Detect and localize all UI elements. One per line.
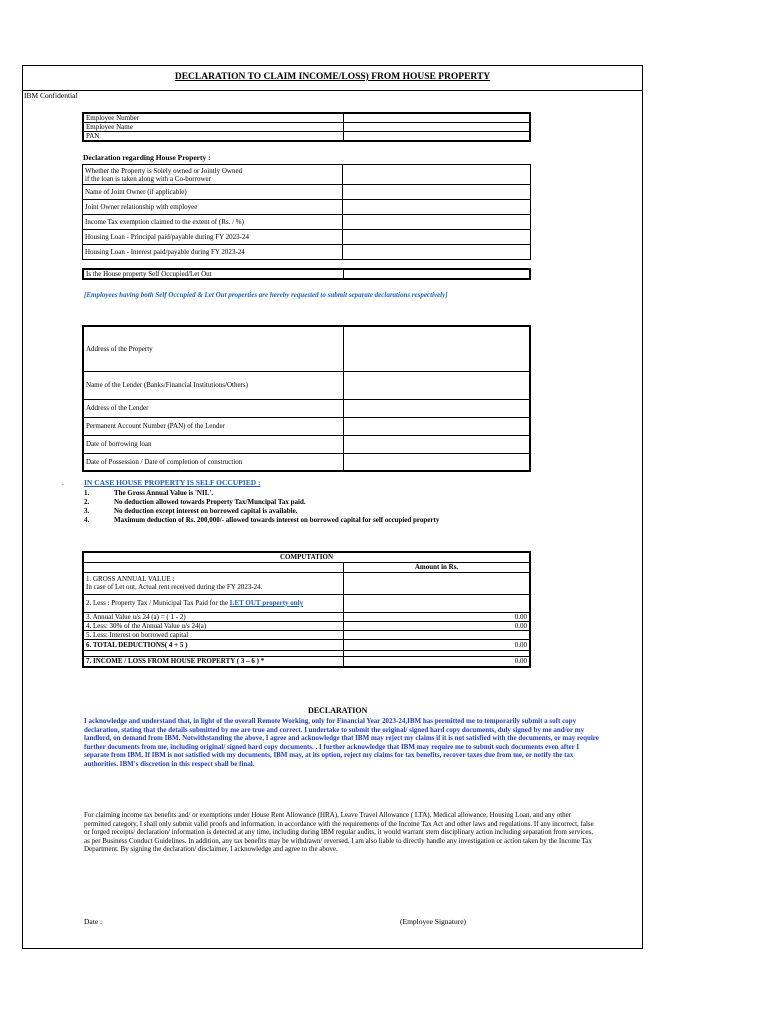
total-deductions-label: 6. TOTAL DEDUCTIONS( 4 + 5 ) <box>83 639 344 650</box>
borrowing-date-field[interactable] <box>344 435 531 453</box>
occupancy-table <box>82 268 531 280</box>
income-loss-amount: 0.00 <box>344 656 531 667</box>
list-item-number: 2. <box>84 498 90 506</box>
possession-date-field[interactable] <box>344 453 531 471</box>
tax-exemption-field[interactable] <box>343 215 531 230</box>
lender-pan-field[interactable] <box>344 417 531 435</box>
tax-exemption-label: Income Tax exemption claimed to the extent of (Rs. / %) <box>83 215 343 230</box>
occupancy-field[interactable] <box>344 269 531 279</box>
occupancy-label: Is the House property Self Occupied/Let Out <box>83 269 344 279</box>
property-tax-text: 2. Less : Property Tax / Municipal Tax Paid for the <box>86 599 230 607</box>
ownership-label-line2: if the loan is taken along with a Co-borrower <box>85 174 211 183</box>
amount-header: Amount in Rs. <box>344 562 531 572</box>
gross-annual-value-title: 1. GROSS ANNUAL VALUE : <box>86 575 175 583</box>
pan-label: PAN <box>83 132 344 142</box>
house-property-table <box>82 164 531 260</box>
date-label: Date : <box>84 917 103 926</box>
property-tax-label <box>83 594 344 612</box>
standard-deduction-label: 4. Less: 30% of the Annual Value u/s 24(a) <box>83 621 344 630</box>
interest-label: 5. Less: Interest on borrowed capital <box>83 630 344 639</box>
joint-owner-name-field[interactable] <box>343 185 531 200</box>
declaration-body-text: For claiming income tax benefits and/ or exemptions under House Rent Allowance (HRA), Leave Travel Allowance ( LTA), Medical allowance, Housing Loan, and any other permitted category, I shall only submit valid proofs and information, in accordance with the requirements of the Income Tax Act and other laws and regulations. If any incorrect, false or forged receipts/ declaration/ information is detected at any time, including during IBM regular audits, it would warrant stern disciplinary action including separation from services, as per Business Conduct Guidelines. In addition, any tax benefits may be withdrawn/ reversed. I am also liable to directly handle any investigation or action taken by the Income Tax Department. By signing the declaration/ disclaimer, I acknowledge and agree to the above. <box>84 811 594 853</box>
employee-table <box>82 112 531 142</box>
gross-annual-value-label <box>83 572 344 594</box>
title-divider <box>22 90 643 91</box>
page-title: DECLARATION TO CLAIM INCOME/LOSS) FROM HOUSE PROPERTY <box>174 72 491 82</box>
computation-heading: COMPUTATION <box>83 552 530 562</box>
declaration-heading: DECLARATION <box>308 706 368 715</box>
list-item <box>84 489 439 498</box>
list-item <box>84 498 439 507</box>
self-occupied-heading: IN CASE HOUSE PROPERTY IS SELF OCCUPIED : <box>84 478 261 487</box>
list-item <box>84 516 439 525</box>
lender-table <box>82 325 531 472</box>
pan-field[interactable] <box>344 132 531 142</box>
computation-table <box>82 551 531 668</box>
ownership-label-line1: Whether the Property is Solely owned or Jointly Owned <box>85 166 243 175</box>
lender-address-label: Address of the Lender <box>83 399 344 417</box>
let-out-property-link: LET OUT property only <box>229 599 304 607</box>
gross-annual-value-field[interactable] <box>344 572 531 594</box>
standard-deduction-amount: 0.00 <box>344 621 531 630</box>
principal-paid-label: Housing Loan - Principal paid/payable during FY 2023-24 <box>83 230 343 245</box>
ownership-field[interactable] <box>343 165 531 185</box>
interest-field[interactable] <box>344 630 531 639</box>
list-item-text: No deduction allowed towards Property Tax/Muncipal Tax paid. <box>114 498 306 506</box>
total-deductions-amount: 0.00 <box>344 639 531 650</box>
employee-name-label: Employee Name <box>83 123 344 132</box>
interest-paid-label: Housing Loan - Interest paid/payable during FY 2023-24 <box>83 245 343 260</box>
employee-name-field[interactable] <box>344 123 531 132</box>
joint-owner-name-label: Name of Joint Owner (if applicable) <box>83 185 343 200</box>
list-item-number: 3. <box>84 507 90 515</box>
separate-declaration-note: [Employees having both Self Occupied & Let Out properties are hereby requested to submit separate declarations respectively] <box>84 291 448 299</box>
income-loss-label: 7. INCOME / LOSS FROM HOUSE PROPERTY ( 3 – 6 ) * <box>83 656 344 667</box>
list-item-number: 4. <box>84 516 90 524</box>
interest-paid-field[interactable] <box>343 245 531 260</box>
possession-date-label: Date of Possession / Date of completion of construction <box>83 453 344 471</box>
ownership-label <box>83 165 343 185</box>
self-occupied-bullet: . <box>62 479 64 487</box>
lender-pan-label: Permanent Account Number (PAN) of the Lender <box>83 417 344 435</box>
confidential-label: IBM Confidential <box>24 91 78 100</box>
declaration-blue-text: I acknowledge and understand that, in light of the overall Remote Working, only for Financial Year 2023-24,IBM has permitted me to temporarily submit a soft copy declaration, stating that the details submitted by me are true and correct. I undertake to submit the original/ signed hard copy documents, duly signed by me and/or my landlord, on demand from IBM. Notwithstanding the above, I agree and acknowledge that IBM may reject my claims if it is not satisfied with the documents, or may require further documents from me, including original/ signed hard copy documents. . I further acknowledge that IBM may require me to submit such documents even after I separate from IBM. If IBM is not satisfied with my documents, IBM may, at its option, reject my claims for tax benefits, recover taxes due from me, or notify the tax authorities. IBM's discretion in this respect shall be final. <box>84 717 599 768</box>
list-item <box>84 507 439 516</box>
principal-paid-field[interactable] <box>343 230 531 245</box>
annual-value-label: 3. Annual Value u/s 24 (a) = ( 1 - 2) <box>83 612 344 621</box>
property-tax-field[interactable] <box>344 594 531 612</box>
list-item-text: No deduction except interest on borrowed capital is available. <box>114 507 298 515</box>
borrowing-date-label: Date of borrowing loan <box>83 435 344 453</box>
lender-name-field[interactable] <box>344 371 531 399</box>
property-address-label: Address of the Property <box>83 326 344 371</box>
annual-value-amount: 0.00 <box>344 612 531 621</box>
joint-owner-relationship-field[interactable] <box>343 200 531 215</box>
gross-annual-value-desc: In case of Let out, Actual rent received during the FY 2023-24. <box>86 583 263 591</box>
house-property-heading: Declaration regarding House Property : <box>83 153 211 162</box>
self-occupied-list <box>84 489 439 525</box>
computation-header-blank <box>83 562 344 572</box>
employee-number-field[interactable] <box>344 113 531 123</box>
list-item-text: Maximum deduction of Rs. 200,000/- allowed towards interest on borrowed capital for self occupied property <box>114 516 440 524</box>
property-address-field[interactable] <box>344 326 531 371</box>
signature-label: (Employee Signature) <box>400 917 467 926</box>
list-item-text: The Gross Annual Value is 'NIL'. <box>114 489 214 497</box>
lender-address-field[interactable] <box>344 399 531 417</box>
lender-name-label: Name of the Lender (Banks/Financial Institutions/Others) <box>83 371 344 399</box>
employee-number-label: Employee Number <box>83 113 344 123</box>
list-item-number: 1. <box>84 489 90 497</box>
joint-owner-relationship-label: Joint Owner relationship with employee <box>83 200 343 215</box>
